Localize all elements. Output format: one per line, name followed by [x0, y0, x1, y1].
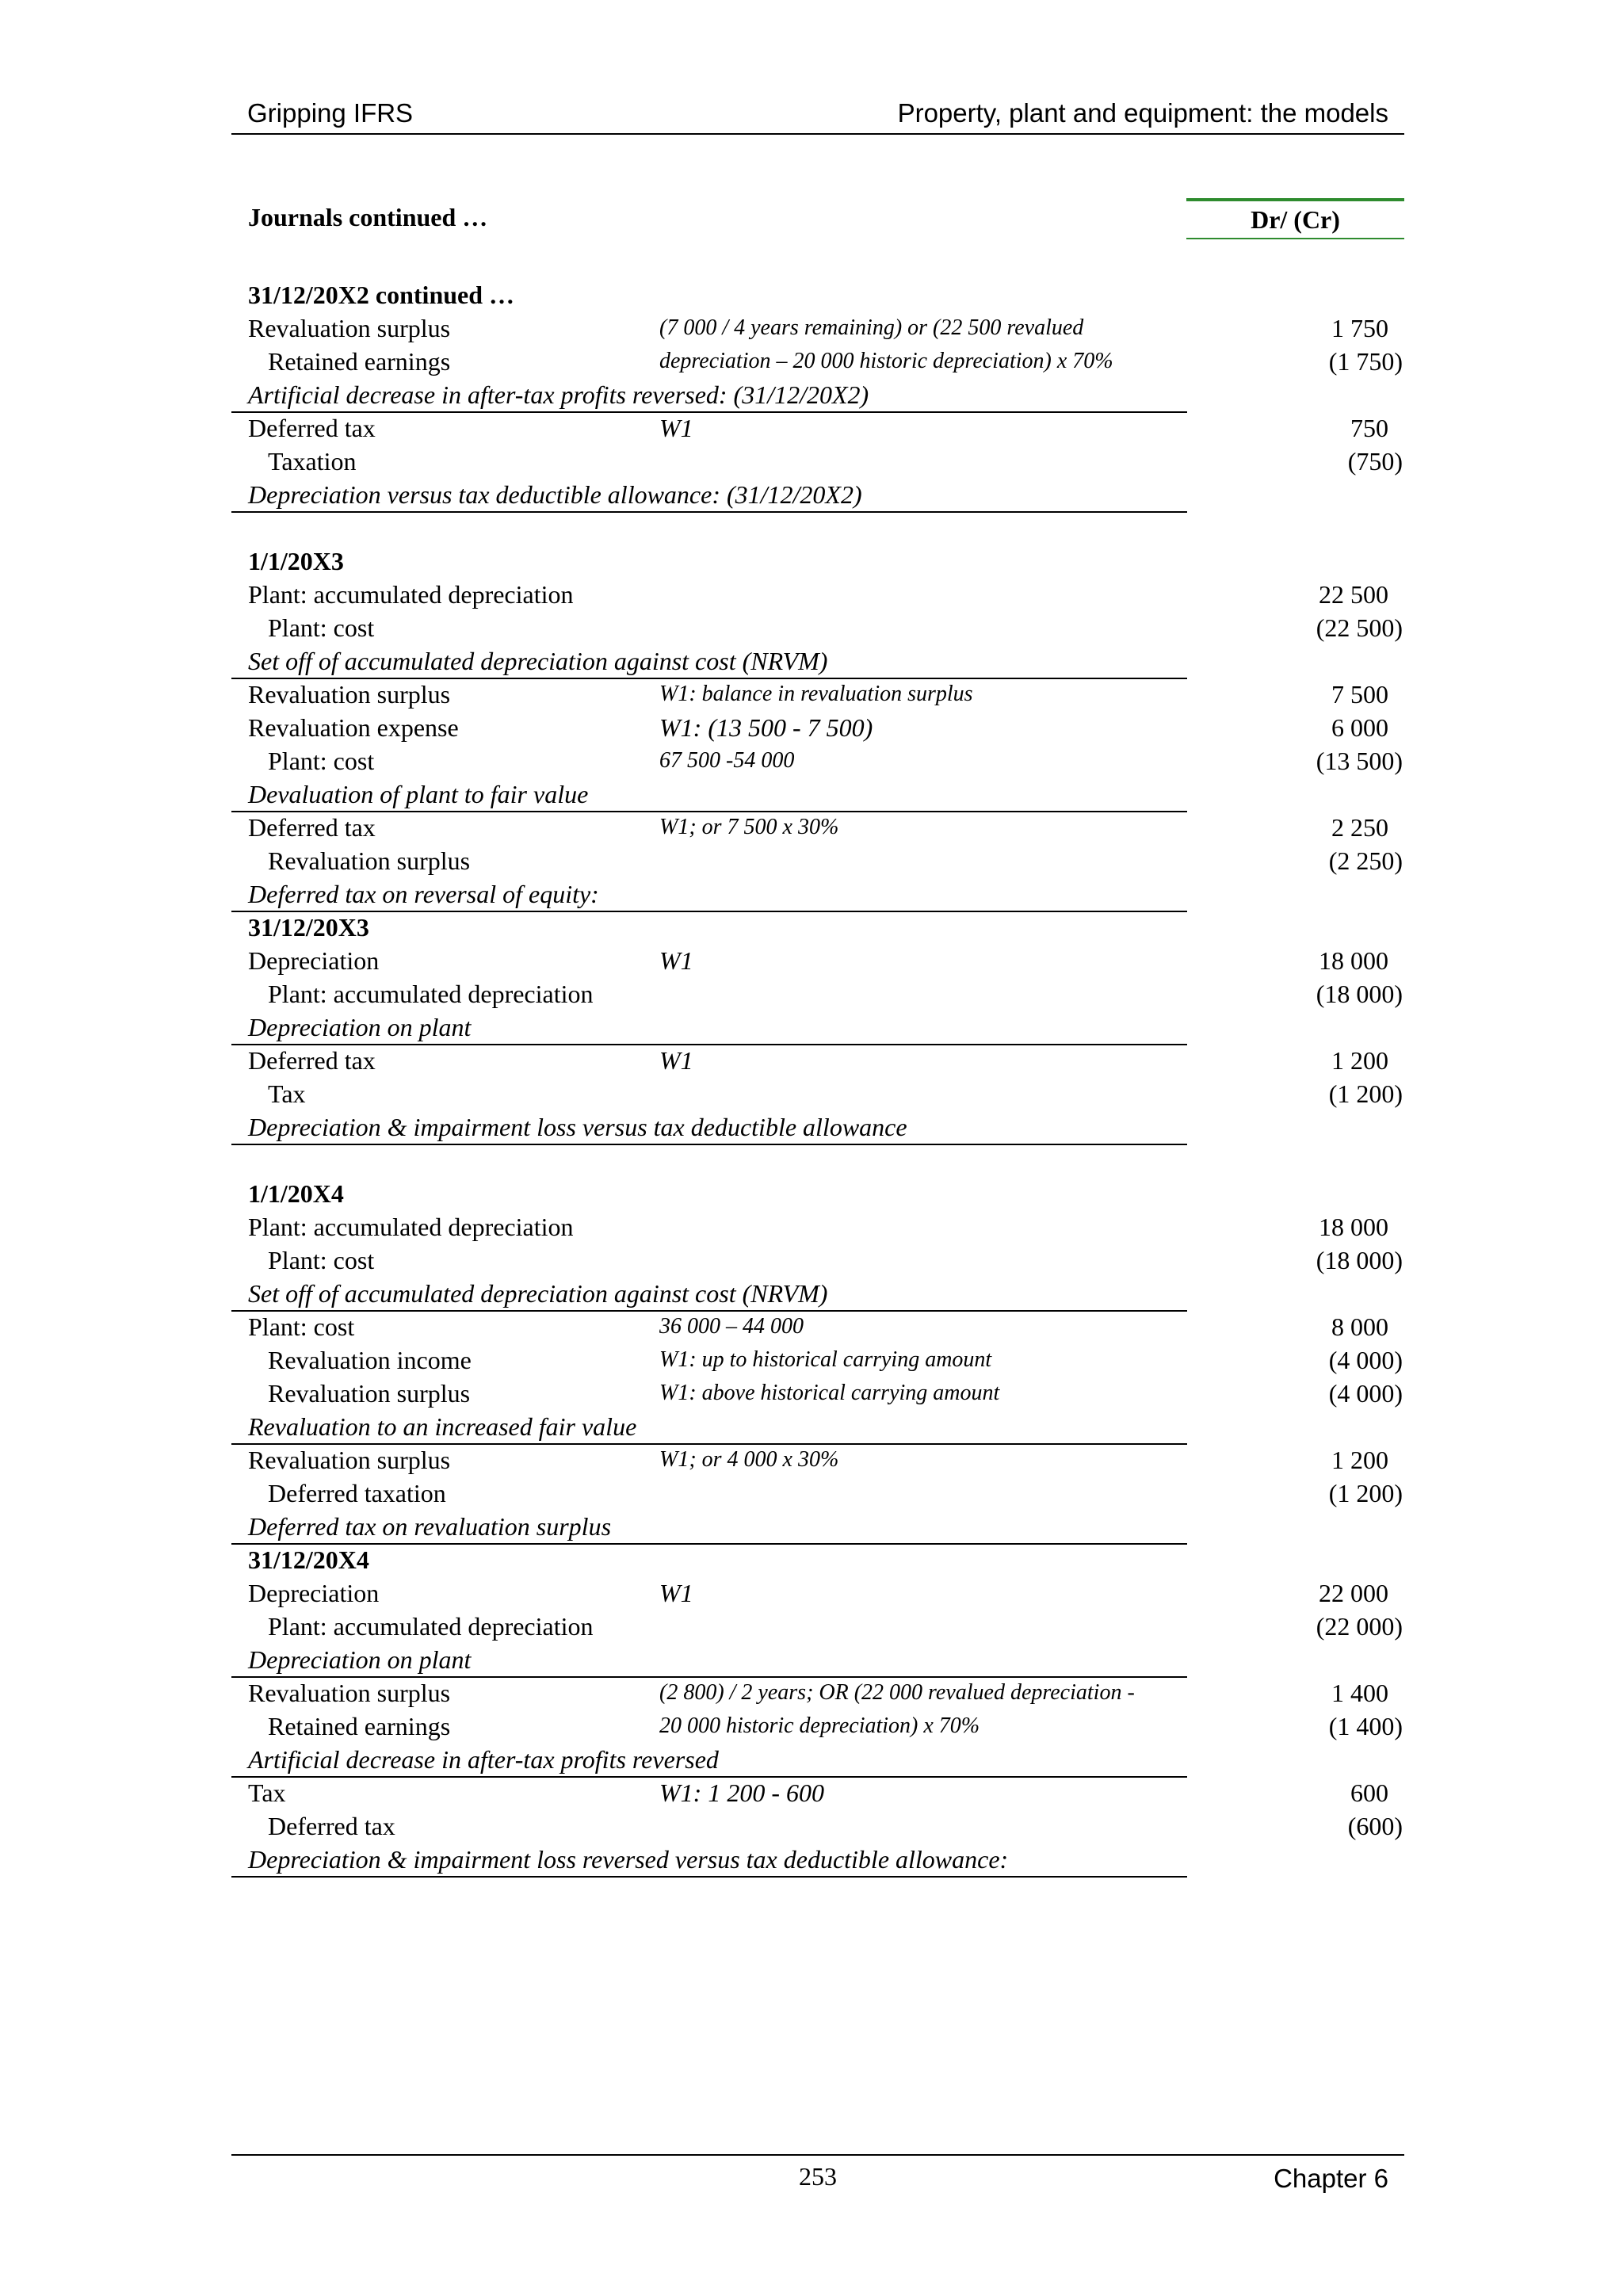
page-footer	[231, 2154, 1404, 2203]
debit-amount: 22 500	[1319, 580, 1388, 609]
working-note: W1	[659, 1046, 693, 1075]
working-note: W1	[659, 946, 693, 975]
journal-narration: Revaluation to an increased fair value	[248, 1412, 637, 1441]
journal-entry-row	[231, 711, 1404, 744]
header-chapter-title: Property, plant and equipment: the models	[897, 98, 1388, 128]
journal-narration-row	[231, 644, 1404, 678]
journal-entry-row	[231, 1343, 1404, 1377]
journal-entry-row	[231, 1244, 1404, 1277]
journal-narration: Artificial decrease in after-tax profits reversed: (31/12/20X2)	[248, 380, 869, 409]
debit-amount: 2 250	[1331, 813, 1388, 842]
working-note: depreciation – 20 000 historic depreciation) x 70%	[659, 349, 1113, 373]
debit-account: Plant: accumulated depreciation	[248, 1213, 574, 1241]
credit-amount: (2 250)	[1328, 846, 1403, 875]
journal-narration-row	[231, 1843, 1404, 1876]
debit-amount: 7 500	[1331, 680, 1388, 709]
journal-entry-row	[231, 1443, 1404, 1477]
credit-account: Plant: cost	[268, 1246, 375, 1274]
journal-date: 31/12/20X4	[248, 1545, 369, 1574]
credit-account: Revaluation income	[268, 1346, 472, 1374]
journal-narration-row	[231, 1410, 1404, 1443]
journal-narration: Artificial decrease in after-tax profits reversed	[248, 1745, 719, 1774]
journal-entry-row	[231, 1044, 1404, 1077]
working-note: (2 800) / 2 years; OR (22 000 revalued depreciation -	[659, 1680, 1135, 1705]
debit-amount: 18 000	[1319, 946, 1388, 975]
journal-entry-row	[231, 1310, 1404, 1343]
journal-date-row	[231, 278, 1404, 311]
journal-entry-row	[231, 744, 1404, 777]
working-note: W1	[659, 414, 693, 442]
credit-account: Plant: accumulated depreciation	[268, 980, 594, 1008]
credit-amount: (22 000)	[1316, 1612, 1403, 1641]
journal-narration-row	[231, 1510, 1404, 1543]
journal-entry-row	[231, 1477, 1404, 1510]
credit-amount: (600)	[1347, 1812, 1403, 1840]
debit-account: Deferred tax	[248, 813, 376, 842]
journal-narration-row	[231, 1110, 1404, 1144]
debit-account: Deferred tax	[248, 414, 376, 442]
page-header	[231, 97, 1404, 135]
page-number: 253	[799, 2162, 837, 2191]
credit-account: Revaluation surplus	[268, 1379, 471, 1408]
journal-entry-row	[231, 445, 1404, 478]
journal-date: 31/12/20X2 continued …	[248, 281, 515, 309]
journal-entry-row	[231, 678, 1404, 711]
journal-date-row	[231, 544, 1404, 578]
debit-amount: 6 000	[1331, 713, 1388, 742]
debit-amount: 8 000	[1331, 1312, 1388, 1341]
working-note: W1: 1 200 - 600	[659, 1778, 824, 1807]
entry-divider	[231, 1144, 1187, 1145]
journal-date: 1/1/20X4	[248, 1179, 344, 1208]
debit-account: Depreciation	[248, 946, 380, 975]
credit-account: Revaluation surplus	[268, 846, 471, 875]
journal-entry-row	[231, 811, 1404, 844]
debit-amount: 18 000	[1319, 1213, 1388, 1241]
journal-entry-row	[231, 944, 1404, 977]
debit-amount: 750	[1350, 414, 1388, 442]
journal-narration: Deferred tax on revaluation surplus	[248, 1512, 612, 1541]
debit-account: Tax	[248, 1778, 286, 1807]
journal-narration-row	[231, 877, 1404, 911]
journal-date-row	[231, 1543, 1404, 1576]
journal-narration: Depreciation & impairment loss reversed versus tax deductible allowance:	[248, 1845, 1009, 1874]
journal-date-row	[231, 911, 1404, 944]
journal-entry-row	[231, 1077, 1404, 1110]
credit-account: Tax	[268, 1079, 306, 1108]
journal-narration-row	[231, 1010, 1404, 1044]
debit-account: Revaluation surplus	[248, 680, 451, 709]
working-note: W1: balance in revaluation surplus	[659, 682, 973, 706]
credit-amount: (1 200)	[1328, 1079, 1403, 1108]
working-note: W1: up to historical carrying amount	[659, 1347, 992, 1372]
working-note: W1: (13 500 - 7 500)	[659, 713, 873, 742]
journal-narration: Devaluation of plant to fair value	[248, 780, 589, 808]
credit-amount: (13 500)	[1316, 747, 1403, 775]
working-note: 36 000 – 44 000	[659, 1314, 804, 1339]
credit-amount: (1 200)	[1328, 1479, 1403, 1507]
debit-amount: 1 750	[1331, 314, 1388, 342]
credit-amount: (750)	[1347, 447, 1403, 476]
journal-narration: Deferred tax on reversal of equity:	[248, 880, 599, 908]
journal-entry-row	[231, 578, 1404, 611]
journal-entry-row	[231, 311, 1404, 345]
working-note: W1	[659, 1579, 693, 1607]
debit-account: Revaluation surplus	[248, 314, 451, 342]
journal-title-row	[231, 203, 1404, 239]
dr-cr-column-header: Dr/ (Cr)	[1186, 198, 1404, 239]
journal-narration: Depreciation on plant	[248, 1013, 472, 1041]
credit-amount: (18 000)	[1316, 980, 1403, 1008]
journal-narration: Set off of accumulated depreciation against cost (NRVM)	[248, 647, 828, 675]
footer-chapter: Chapter 6	[1274, 2164, 1388, 2193]
working-note: 20 000 historic depreciation) x 70%	[659, 1713, 980, 1738]
working-note: W1: above historical carrying amount	[659, 1381, 1000, 1405]
credit-account: Deferred tax	[268, 1812, 395, 1840]
debit-account: Plant: accumulated depreciation	[248, 580, 574, 609]
journal-narration: Set off of accumulated depreciation against cost (NRVM)	[248, 1279, 828, 1308]
journal-entry-row	[231, 844, 1404, 877]
debit-amount: 22 000	[1319, 1579, 1388, 1607]
credit-amount: (1 750)	[1328, 347, 1403, 376]
journal-entry-row	[231, 1576, 1404, 1610]
header-book-title: Gripping IFRS	[247, 98, 414, 128]
credit-account: Retained earnings	[268, 347, 451, 376]
debit-account: Revaluation surplus	[248, 1679, 451, 1707]
journal-entry-row	[231, 1776, 1404, 1809]
debit-account: Plant: cost	[248, 1312, 355, 1341]
credit-amount: (22 500)	[1316, 613, 1403, 642]
journal-entry-row	[231, 1710, 1404, 1743]
entry-divider	[231, 1876, 1187, 1878]
credit-account: Taxation	[268, 447, 357, 476]
working-note: W1; or 4 000 x 30%	[659, 1447, 839, 1472]
credit-amount: (1 400)	[1328, 1712, 1403, 1740]
credit-account: Deferred taxation	[268, 1479, 446, 1507]
debit-amount: 1 200	[1331, 1446, 1388, 1474]
journal-narration-row	[231, 1277, 1404, 1310]
entry-divider	[231, 511, 1187, 513]
credit-account: Plant: cost	[268, 747, 375, 775]
debit-amount: 1 400	[1331, 1679, 1388, 1707]
debit-account: Deferred tax	[248, 1046, 376, 1075]
working-note: W1; or 7 500 x 30%	[659, 815, 839, 839]
journal-narration: Depreciation on plant	[248, 1645, 472, 1674]
debit-amount: 600	[1350, 1778, 1388, 1807]
journal-narration: Depreciation & impairment loss versus tax deductible allowance	[248, 1113, 907, 1141]
credit-account: Plant: accumulated depreciation	[268, 1612, 594, 1641]
journal-entry-row	[231, 1809, 1404, 1843]
credit-amount: (18 000)	[1316, 1246, 1403, 1274]
debit-account: Revaluation expense	[248, 713, 459, 742]
journal-narration-row	[231, 378, 1404, 411]
journal-entry-row	[231, 611, 1404, 644]
journal-narration-row	[231, 478, 1404, 511]
working-note: 67 500 -54 000	[659, 748, 795, 773]
journal-narration-row	[231, 1743, 1404, 1776]
working-note: (7 000 / 4 years remaining) or (22 500 revalued	[659, 315, 1084, 340]
debit-amount: 1 200	[1331, 1046, 1388, 1075]
journal-entry-row	[231, 345, 1404, 378]
journal-entry-row	[231, 1676, 1404, 1710]
journal-entry-row	[231, 1210, 1404, 1244]
journal-entry-row	[231, 977, 1404, 1010]
credit-account: Plant: cost	[268, 613, 375, 642]
journal-title: Journals continued …	[248, 203, 488, 231]
journal-date: 31/12/20X3	[248, 913, 369, 942]
journal-narration: Depreciation versus tax deductible allowance: (31/12/20X2)	[248, 480, 862, 509]
debit-account: Depreciation	[248, 1579, 380, 1607]
credit-amount: (4 000)	[1328, 1346, 1403, 1374]
journal-narration-row	[231, 777, 1404, 811]
journal-entry-row	[231, 411, 1404, 445]
journal-entry-row	[231, 1377, 1404, 1410]
journal-entry-row	[231, 1610, 1404, 1643]
journal-date: 1/1/20X3	[248, 547, 344, 575]
credit-amount: (4 000)	[1328, 1379, 1403, 1408]
debit-account: Revaluation surplus	[248, 1446, 451, 1474]
journal-narration-row	[231, 1643, 1404, 1676]
credit-account: Retained earnings	[268, 1712, 451, 1740]
journal-date-row	[231, 1177, 1404, 1210]
